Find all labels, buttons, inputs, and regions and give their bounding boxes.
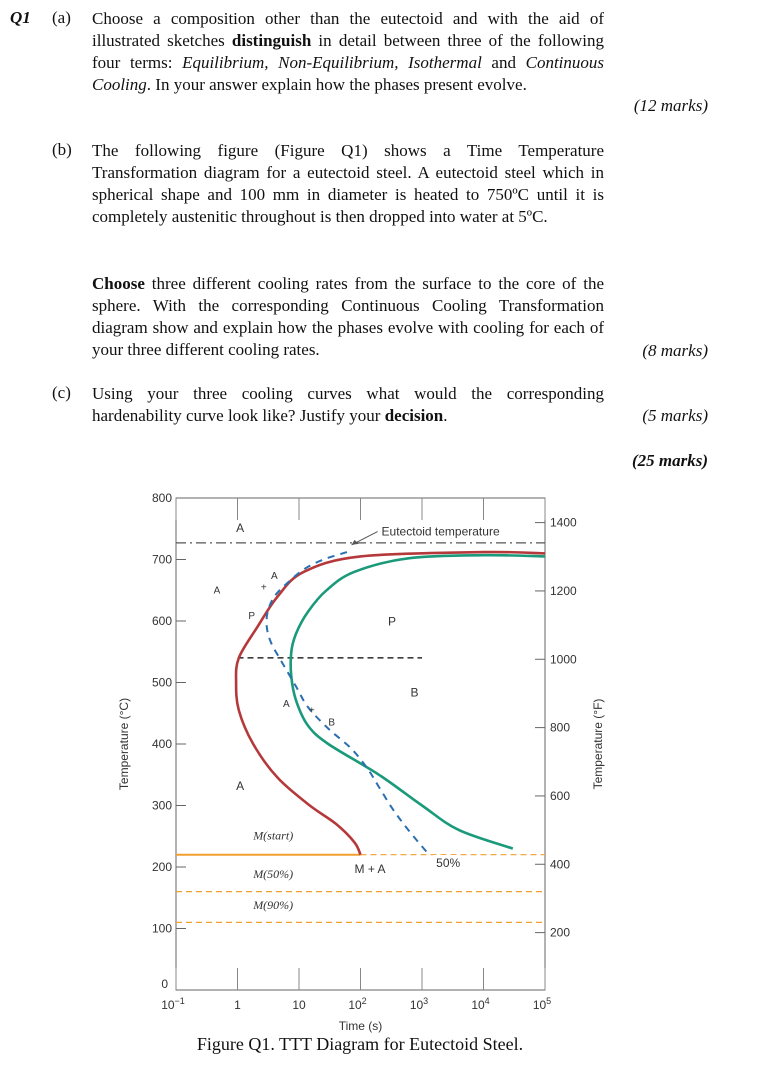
annotation-m-90%-: M(90%) <box>253 897 294 912</box>
annotation-m-start-: M(start) <box>253 828 294 843</box>
part-b-paragraph-2 <box>92 273 604 361</box>
part-b-choose: Choose <box>92 274 145 293</box>
y2-tick-label: 400 <box>550 857 571 872</box>
part-a-segment: in detail between three of the following four terms: <box>92 31 604 72</box>
y-tick-label: 500 <box>151 675 172 690</box>
annotation-p: P <box>388 614 397 629</box>
y2-tick-label: 600 <box>550 788 571 803</box>
x-tick-label: $10^3$ <box>409 996 429 1012</box>
annotation-m-50%-: M(50%) <box>253 867 294 882</box>
annotation-eutectoid-temperature: Eutectoid temperature <box>381 524 500 539</box>
annotation-b: B <box>410 685 419 700</box>
y-tick-label: 600 <box>151 614 172 628</box>
x-tick-label: 1 <box>234 998 241 1012</box>
annotation-a: A <box>213 585 221 597</box>
series-transformation-end <box>291 555 545 848</box>
ttt-diagram <box>0 480 760 1035</box>
part-b-marks: (8 marks) <box>642 341 708 360</box>
y-tick-label: 100 <box>151 921 172 936</box>
annotation-50%: 50% <box>436 856 461 870</box>
part-c-label: (c) <box>52 383 71 402</box>
part-a-segment: . In your answer explain how the phases present evolve. <box>146 75 527 94</box>
annotation-a: A <box>236 520 245 535</box>
part-c-text <box>92 383 604 427</box>
part-a-label: (a) <box>52 8 71 27</box>
part-a-marks: (12 marks) <box>633 96 708 115</box>
part-a-segment: distinguish <box>231 31 312 50</box>
annotation-b: B <box>328 717 336 729</box>
series-50-completion <box>267 552 429 855</box>
part-a-segment: and <box>481 53 526 72</box>
x-tick-label: $10^2$ <box>348 996 367 1012</box>
annotation-m-a: M + A <box>354 862 386 877</box>
part-a-segment: Equilibrium, Non-Equilibrium, Isothermal <box>182 53 482 72</box>
part-c-text-after: . <box>443 406 448 425</box>
y-tick-label: 800 <box>151 491 172 505</box>
y-tick-label: 0 <box>161 977 168 991</box>
y2-tick-label: 1000 <box>550 652 577 667</box>
y2-tick-label: 200 <box>550 925 571 940</box>
y-axis-label-right: Temperature (°F) <box>591 698 605 790</box>
annotation-a: A <box>270 571 278 583</box>
x-tick-label: $10^5$ <box>532 996 552 1012</box>
y-tick-label: 200 <box>151 860 172 874</box>
x-axis-label: Time (s) <box>338 1019 383 1033</box>
part-a-text <box>92 8 604 96</box>
total-marks: (25 marks) <box>631 451 708 470</box>
part-c-text-before: Using your three cooling curves what would the corresponding hardenability curve look like? Justify your <box>92 384 604 425</box>
y2-tick-label: 1200 <box>550 583 577 598</box>
plot-frame <box>176 498 545 990</box>
y-tick-label: 400 <box>151 737 172 751</box>
part-c-marks: (5 marks) <box>642 406 708 425</box>
y2-tick-label: 800 <box>550 720 571 735</box>
x-tick-label: $10^{-1}$ <box>161 996 185 1012</box>
y-tick-label: 300 <box>151 798 172 813</box>
part-a-segment: Choose a composition other than the eutectoid and with the aid of illustrated sketches <box>92 9 604 50</box>
figure-caption: Figure Q1. TTT Diagram for Eutectoid Steel. <box>196 1034 524 1054</box>
y2-tick-label: 1400 <box>550 515 577 530</box>
annotation-a: A <box>236 779 245 794</box>
y-tick-label: 700 <box>151 552 172 567</box>
annotation--: + <box>260 582 267 594</box>
x-tick-label: $10^4$ <box>471 996 490 1012</box>
annotation-p: P <box>248 611 256 623</box>
part-b-paragraph-1: The following figure (Figure Q1) shows a Time Temperature Transformation diagram for a eutectoid steel. A eutectoid steel which in spherical shape and 100 mm in diameter is heated to 750ºC until it is completely austenitic throughout is then dropped into water at 5ºC. <box>92 141 604 226</box>
annotation-a: A <box>283 699 290 711</box>
part-b-paragraph-2-rest: three different cooling rates from the surface to the core of the sphere. With the corresponding Continuous Cooling Transformation diagram show and explain how the phases evolve with cooling for each of your three different cooling rates. <box>92 274 604 359</box>
part-b-label: (b) <box>52 140 72 159</box>
part-a-segment: Continuous Cooling <box>92 53 605 94</box>
question-number: Q1 <box>10 8 31 27</box>
y-axis-label-left: Temperature (°C) <box>117 697 131 791</box>
x-tick-label: 10 <box>292 998 306 1012</box>
annotation--: + <box>308 705 315 717</box>
part-c-decision: decision <box>384 406 444 425</box>
